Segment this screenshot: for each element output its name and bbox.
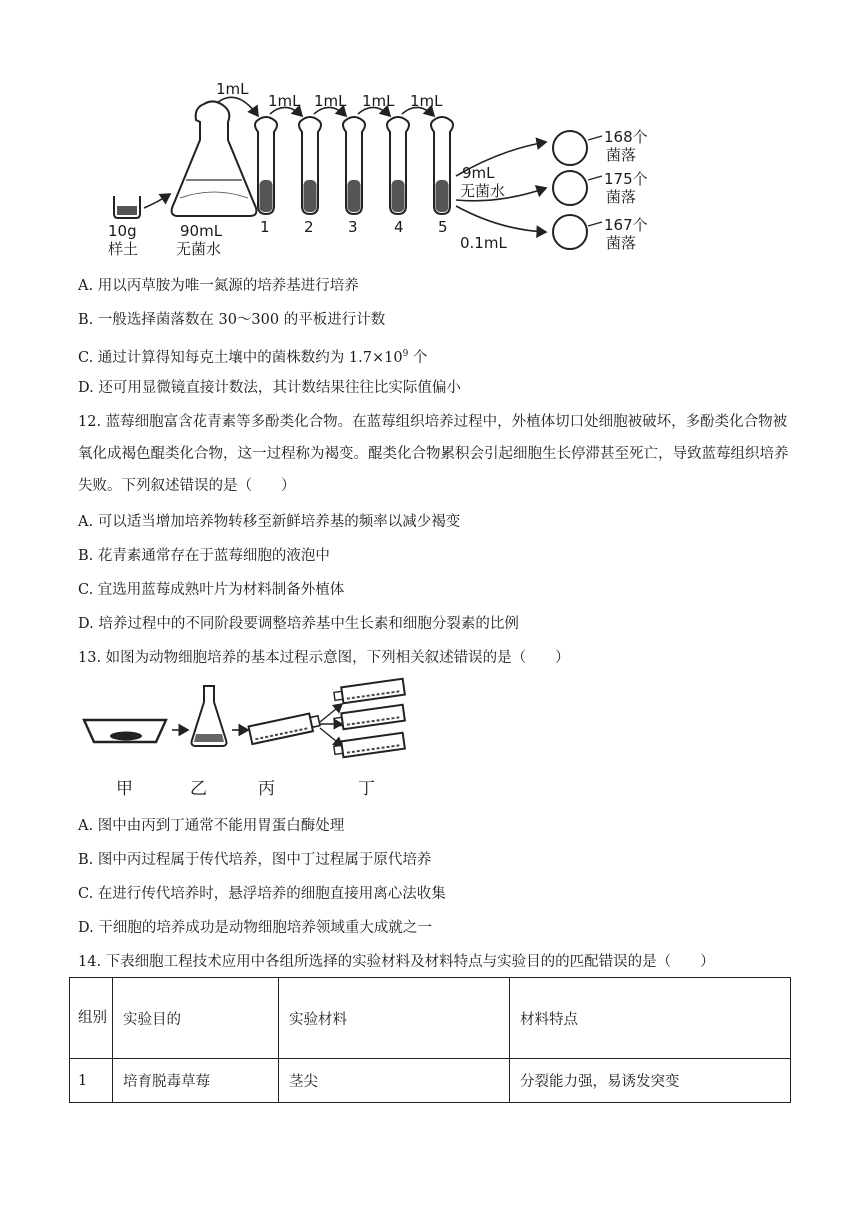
tube-number: 4	[394, 218, 404, 236]
subculture-bottle-2	[333, 705, 405, 731]
table-row	[70, 1059, 791, 1103]
q13-option-b: B. 图中丙过程属于传代培养，图中丁过程属于原代培养	[78, 852, 432, 868]
petri-plate-3	[553, 215, 587, 249]
colony-unit: 菌落	[606, 146, 637, 164]
test-tube-5	[431, 117, 453, 214]
header-material: 实验材料	[279, 978, 510, 1059]
transfer-volume-label: 1mL	[362, 92, 395, 110]
colony-count: 168个	[604, 128, 648, 146]
cell-feature: 分裂能力强，易诱发突变	[510, 1059, 791, 1103]
tube-number: 2	[304, 218, 314, 236]
serial-dilution-figure	[100, 80, 700, 260]
q11-option-d: D. 还可用显微镜直接计数法，其计数结果往往比实际值偏小	[78, 380, 461, 396]
caption-bing: 丙	[258, 779, 275, 799]
header-feature: 材料特点	[510, 978, 791, 1059]
q12-option-c: C. 宜选用蓝莓成熟叶片为材料制备外植体	[78, 582, 345, 598]
q12-option-d: D. 培养过程中的不同阶段要调整培养基中生长素和细胞分裂素的比例	[78, 616, 519, 632]
cell-group: 1	[70, 1059, 113, 1103]
flask-content: 无菌水	[176, 240, 222, 258]
test-tube-3	[343, 117, 365, 214]
table-header-row	[70, 978, 791, 1059]
transfer-volume-label: 1mL	[268, 92, 301, 110]
transfer-volume-label: 1mL	[216, 80, 249, 98]
colony-unit: 菌落	[606, 188, 637, 206]
petri-plate-1	[553, 131, 587, 165]
q14-stem: 14. 下表细胞工程技术应用中各组所选择的实验材料及材料特点与实验目的的匹配错误的是（ ）	[78, 954, 715, 970]
q11-option-a: A. 用以丙草胺为唯一氮源的培养基进行培养	[78, 278, 359, 294]
test-tube-1	[255, 117, 277, 214]
test-tube-4	[387, 117, 409, 214]
tube5-volume: 9mL	[462, 164, 495, 182]
petri-plate-2	[553, 171, 587, 205]
plating-volume: 0.1mL	[460, 234, 507, 252]
test-tube-2	[299, 117, 321, 214]
colony-count: 167个	[604, 216, 648, 234]
caption-ding: 丁	[358, 779, 375, 799]
subculture-bottle-3	[333, 733, 405, 759]
conical-flask	[172, 101, 257, 216]
q12-stem: 12. 蓝莓细胞富含花青素等多酚类化合物。在蓝莓组织培养过程中，外植体切口处细胞被破坏，多酚类化合物被氧化成褐色醌类化合物，这一过程称为褐变。醌类化合物累积会引起细胞生长停滞甚至死亡，导致蓝莓组织培养失败。下列叙述错误的是（ ）	[78, 414, 789, 494]
header-group: 组别	[70, 978, 113, 1059]
tissue-dish	[84, 720, 166, 742]
colony-count: 175个	[604, 170, 648, 188]
tube-number: 1	[260, 218, 270, 236]
header-purpose: 实验目的	[113, 978, 279, 1059]
culture-bottle	[249, 712, 321, 744]
cell-culture-figure	[80, 676, 420, 806]
soil-beaker	[114, 196, 140, 218]
subculture-bottle-1	[333, 679, 405, 705]
q11-option-c: C. 通过计算得知每克土壤中的菌株数约为 $1.7\times 10^9$ 个	[78, 349, 428, 366]
cell-purpose: 培育脱毒草莓	[113, 1059, 279, 1103]
cell-material: 茎尖	[279, 1059, 510, 1103]
tube-number: 3	[348, 218, 358, 236]
tube-number: 5	[438, 218, 448, 236]
caption-jia: 甲	[116, 779, 133, 799]
transfer-volume-label: 1mL	[410, 92, 443, 110]
q12-option-a: A. 可以适当增加培养物转移至新鲜培养基的频率以减少褐变	[78, 514, 461, 530]
q13-option-d: D. 干细胞的培养成功是动物细胞培养领域重大成就之一	[78, 920, 432, 936]
sample-label: 样土	[108, 240, 139, 258]
q12-option-b: B. 花青素通常存在于蓝莓细胞的液泡中	[78, 548, 330, 564]
q11-option-b: B. 一般选择菌落数在 30～300 的平板进行计数	[78, 312, 386, 328]
tube5-content: 无菌水	[460, 182, 506, 200]
q13-option-c: C. 在进行传代培养时，悬浮培养的细胞直接用离心法收集	[78, 886, 446, 902]
flask-volume: 90mL	[180, 222, 223, 240]
culture-flask	[192, 686, 227, 746]
transfer-volume-label: 1mL	[314, 92, 347, 110]
q13-stem: 13. 如图为动物细胞培养的基本过程示意图，下列相关叙述错误的是（ ）	[78, 650, 570, 666]
caption-yi: 乙	[190, 779, 207, 799]
q14-table	[69, 977, 791, 1103]
q13-option-a: A. 图中由丙到丁通常不能用胃蛋白酶处理	[78, 818, 345, 834]
colony-unit: 菌落	[606, 234, 637, 252]
sample-mass: 10g	[108, 222, 137, 240]
